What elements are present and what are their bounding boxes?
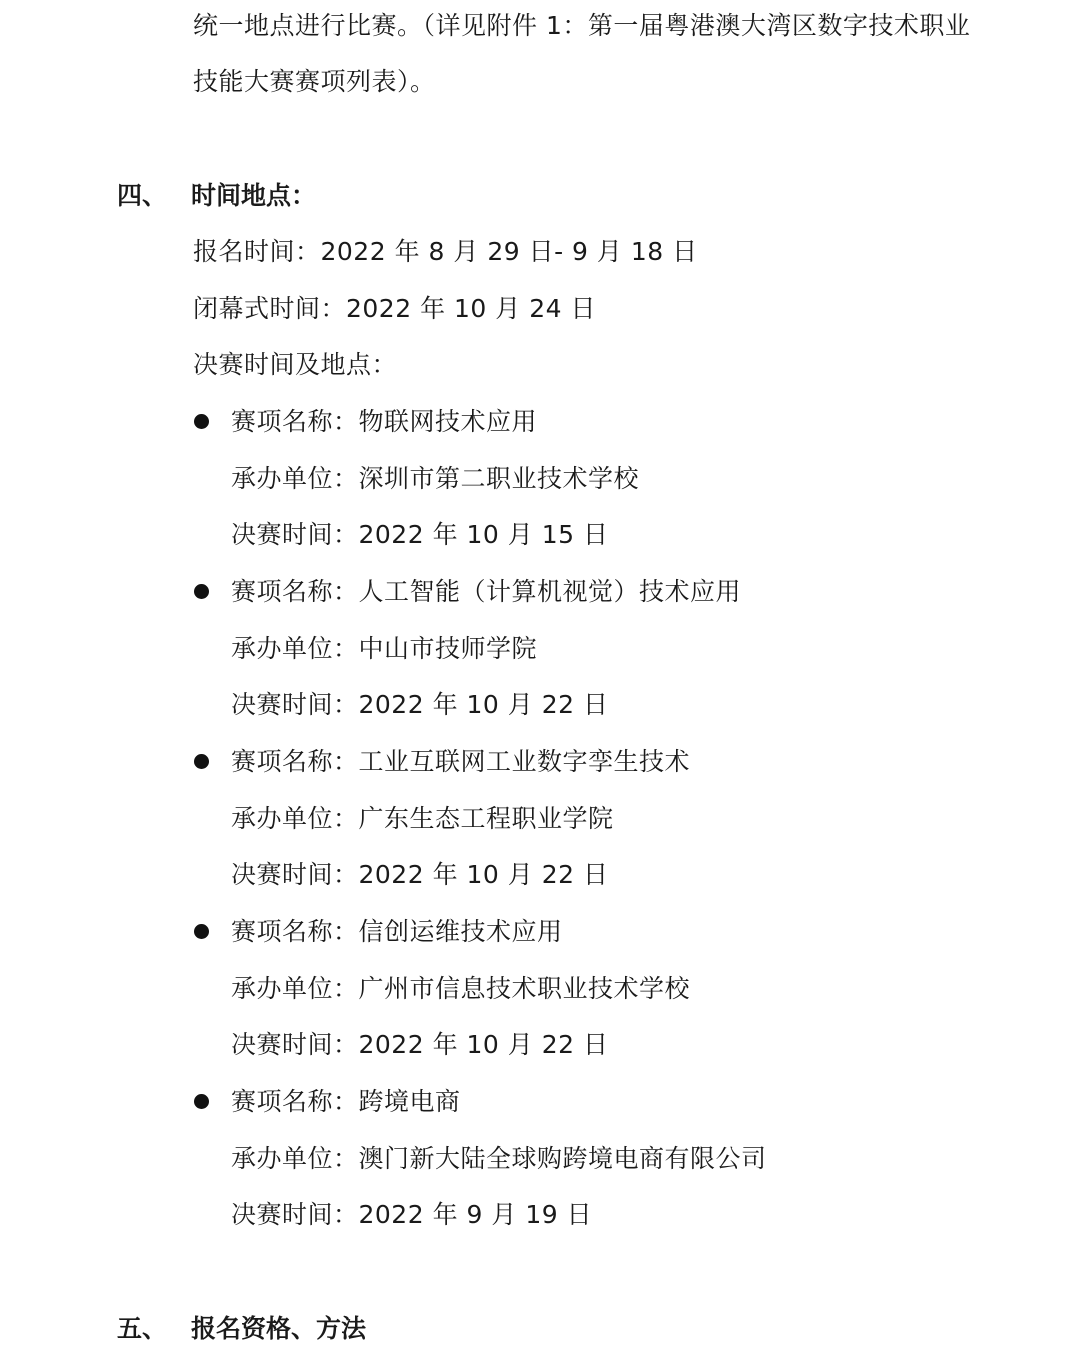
event-host: 承办单位：中山市技师学院 [231, 634, 538, 663]
section-4-number: 四、 [117, 181, 168, 210]
bullet-icon [194, 1094, 209, 1109]
finals-heading: 决赛时间及地点： [193, 350, 398, 379]
event-date: 决赛时间：2022 年 10 月 22 日 [231, 860, 609, 889]
section-5-title: 报名资格、方法 [191, 1314, 367, 1343]
event-name: 赛项名称：信创运维技术应用 [231, 917, 563, 946]
event-name: 赛项名称：人工智能（计算机视觉）技术应用 [231, 577, 742, 606]
closing-time: 闭幕式时间：2022 年 10 月 24 日 [193, 294, 596, 323]
intro-line-2: 技能大赛赛项列表）。 [193, 67, 436, 96]
event-date: 决赛时间：2022 年 10 月 15 日 [231, 520, 609, 549]
bullet-icon [194, 414, 209, 429]
intro-line-1: 统一地点进行比赛。（详见附件 1：第一届粤港澳大湾区数字技术职业 [193, 11, 971, 40]
event-name: 赛项名称：工业互联网工业数字孪生技术 [231, 747, 691, 776]
event-host: 承办单位：深圳市第二职业技术学校 [231, 464, 640, 493]
event-date: 决赛时间：2022 年 10 月 22 日 [231, 1030, 609, 1059]
event-date: 决赛时间：2022 年 9 月 19 日 [231, 1200, 593, 1229]
event-name: 赛项名称：跨境电商 [231, 1087, 461, 1116]
event-host: 承办单位：广州市信息技术职业技术学校 [231, 974, 691, 1003]
bullet-icon [194, 924, 209, 939]
bullet-icon [194, 584, 209, 599]
event-name: 赛项名称：物联网技术应用 [231, 407, 538, 436]
bullet-icon [194, 754, 209, 769]
section-4-title: 时间地点： [191, 181, 317, 210]
event-date: 决赛时间：2022 年 10 月 22 日 [231, 690, 609, 719]
event-host: 承办单位：澳门新大陆全球购跨境电商有限公司 [231, 1144, 767, 1173]
event-host: 承办单位：广东生态工程职业学院 [231, 804, 614, 833]
registration-time: 报名时间：2022 年 8 月 29 日- 9 月 18 日 [193, 237, 698, 266]
section-5-number: 五、 [117, 1314, 168, 1343]
